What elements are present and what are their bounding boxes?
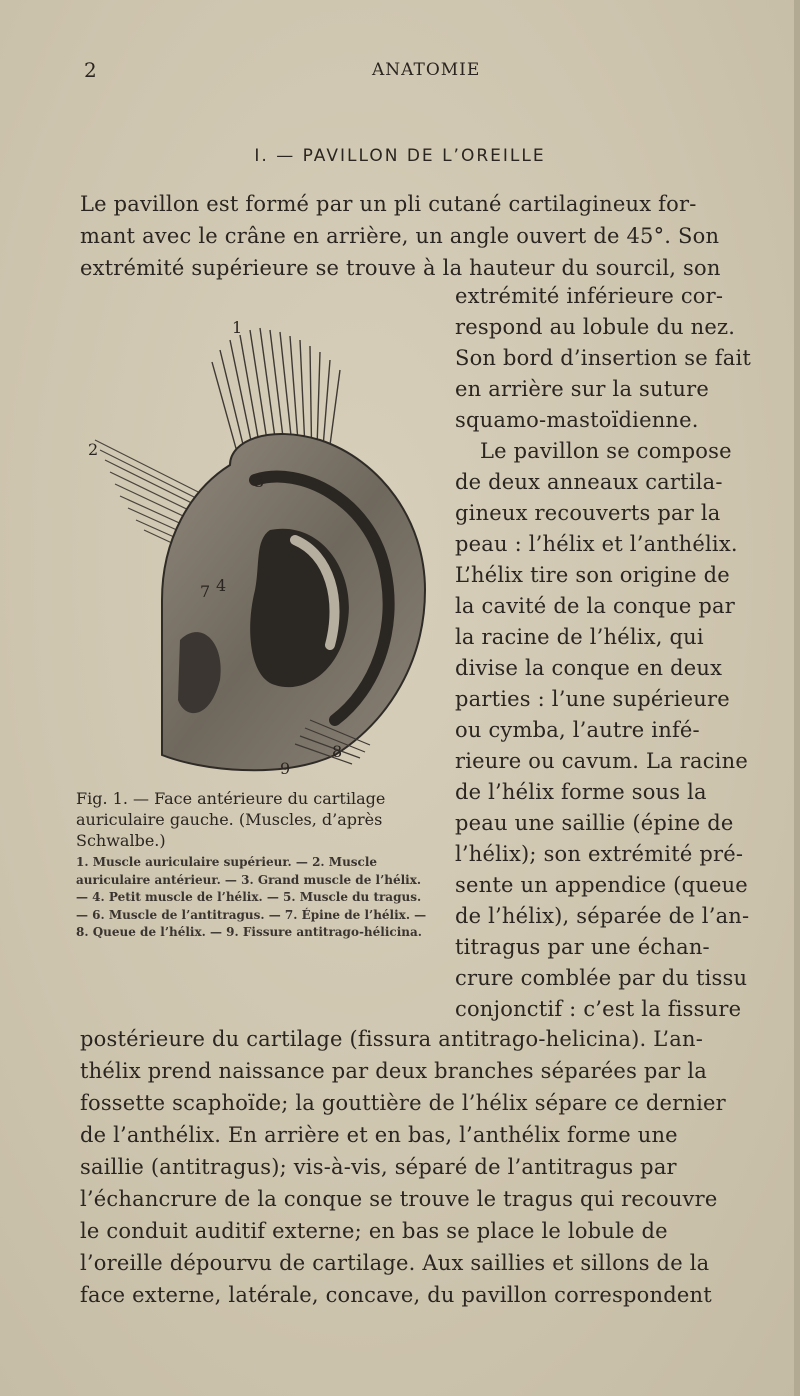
page-edge [794,0,800,1396]
text-line: en arrière sur la suture [455,377,709,401]
figure-label-4: 4 [216,576,227,595]
figure-label-8: 8 [332,742,343,761]
text-line: divise la conque en deux [455,656,723,680]
page-number: 2 [84,58,97,82]
ear-cartilage-figure [80,300,440,780]
text-line: de deux anneaux cartila- [455,470,723,494]
text-line: Son bord d’insertion se fait [455,346,752,370]
text-line: Le pavillon se compose [480,439,732,463]
text-line: conjonctif : c’est la fissure [455,997,742,1021]
text-line: saillie (antitragus); vis-à-vis, séparé de l’antitragus par [80,1155,677,1179]
text-line: gineux recouverts par la [455,501,721,525]
text-line: fossette scaphoïde; la gouttière de l’hélix sépare ce dernier [80,1091,726,1115]
text-line: peau : l’hélix et l’anthélix. [455,532,738,556]
text-line: crure comblée par du tissu [455,966,748,990]
text-line: thélix prend naissance par deux branches séparées par la [80,1059,708,1083]
text-line: extrémité supérieure se trouve à la hauteur du sourcil, son [80,256,721,280]
text-line: ou cymba, l’autre infé- [455,718,700,742]
text-line: face externe, latérale, concave, du pavillon correspondent [80,1283,712,1307]
text-line: parties : l’une supérieure [455,687,730,711]
section-title: I. — PAVILLON DE L’OREILLE [254,146,546,166]
text-line: de l’hélix forme sous la [455,780,707,804]
text-line: postérieure du cartilage (fissura antitrago-helicina). L’an- [80,1027,704,1051]
text-line: Le pavillon est formé par un pli cutané cartilagineux for- [80,192,697,216]
running-head: ANATOMIE [372,60,481,80]
figure-label-2: 2 [88,440,99,459]
figure-label-7: 7 [200,582,211,601]
text-line: peau une saillie (épine de [455,811,734,835]
figure-key: 1. Muscle auriculaire supérieur. — 2. Muscle auriculaire antérieur. — 3. Grand muscle de l’hélix. — 4. Petit muscle de l’hélix. — 5. Muscle du tragus. — 6. Muscle de l’antitragus. — 7. Épine de l’hélix. — 8. Queue de l’hélix. — 9. Fissure antitrago-hélicina. [76,855,427,939]
text-line: la cavité de la conque par [455,594,735,618]
figure-label-9: 9 [280,759,291,778]
text-line: squamo-mastoïdienne. [455,408,699,432]
text-line: l’oreille dépourvu de cartilage. Aux saillies et sillons de la [80,1251,710,1275]
text-line: l’échancrure de la conque se trouve le tragus qui recouvre [80,1187,718,1211]
text-line: le conduit auditif externe; en bas se place le lobule de [80,1219,668,1243]
text-line: la racine de l’hélix, qui [455,625,704,649]
text-line: L’hélix tire son origine de [455,563,730,587]
figure-label-3: 3 [254,472,265,491]
text-line: extrémité inférieure cor- [455,284,724,308]
text-line: rieure ou cavum. La racine [455,749,748,773]
text-line: respond au lobule du nez. [455,315,736,339]
text-line: de l’hélix), séparée de l’an- [455,904,750,928]
text-line: titragus par une échan- [455,935,710,959]
text-line: de l’anthélix. En arrière et en bas, l’anthélix forme une [80,1123,678,1147]
figure-caption: Fig. 1. — Face antérieure du cartilage auriculaire gauche. (Muscles, d’après Schwalbe.) [76,789,386,850]
figure-label-1: 1 [232,318,243,337]
text-line: l’hélix); son extrémité pré- [455,842,744,866]
text-line: sente un appendice (queue [455,873,748,897]
text-line: mant avec le crâne en arrière, un angle ouvert de 45°. Son [80,224,720,248]
